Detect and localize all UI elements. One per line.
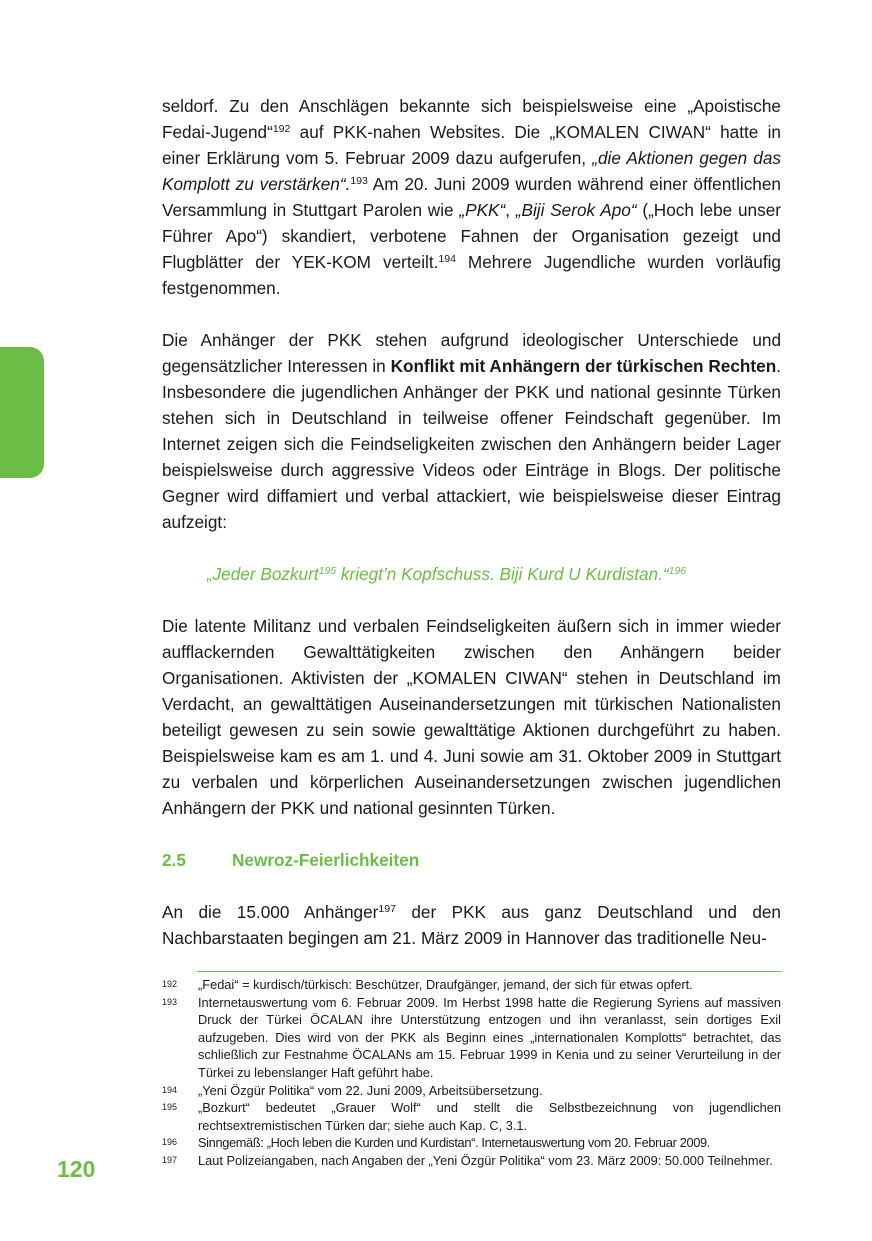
footnote-number: 193 bbox=[162, 996, 178, 1007]
text: auf PKK-nahen Websites. Die „KOMALEN CIWAN“ hatte in einer Erklärung vom 5. Februar 2009 dazu aufgerufen, bbox=[162, 122, 781, 168]
section-number: 2.5 bbox=[162, 850, 186, 870]
paragraph-2 bbox=[162, 327, 781, 535]
text: , bbox=[505, 200, 516, 220]
quoted-text: „PKK“ bbox=[459, 200, 506, 220]
footnotes bbox=[162, 976, 781, 1170]
footnote-195 bbox=[162, 1099, 781, 1134]
text: Mehrere Jugendliche wurden vorläufig festgenommen. bbox=[162, 252, 781, 298]
footnote-text: Sinngemäß: „Hoch leben die Kurden und Kurdistan“. Internetauswertung vom 20. Februar 2009. bbox=[198, 1135, 710, 1151]
text: An die 15.000 Anhänger bbox=[162, 902, 379, 922]
footnote-192 bbox=[162, 976, 781, 994]
text: Die Anhänger der PKK stehen aufgrund ideologischer Unterschiede und gegensätzlicher Interessen in bbox=[162, 330, 781, 376]
paragraph-3: Die latente Militanz und verbalen Feindseligkeiten äußern sich in immer wieder aufflackernden Gewalttätigkeiten zwischen den Anhängern beider Organisationen. Aktivisten der „KOMALEN CIWAN“ stehen in Deutschland im Verdacht, an gewalttätigen Auseinandersetzungen mit türkischen Nationalisten beteiligt gewesen zu sein sowie gewalttätige Aktionen durchgeführt zu haben. Beispielsweise kam es am 1. und 4. Juni sowie am 31. Oktober 2009 in Stuttgart zu verbalen und körperlichen Auseinandersetzungen zwischen jugendlichen Anhängern der PKK und national gesinnten Türken. bbox=[162, 616, 781, 818]
footnote-ref[interactable]: 194 bbox=[438, 253, 456, 265]
footnote-number: 197 bbox=[162, 1154, 178, 1165]
text: seldorf. Zu den Anschlägen bekannte sich beispielsweise eine „Apoistische Fedai-Jugend“ bbox=[162, 96, 781, 142]
section-heading bbox=[162, 847, 781, 873]
footnote-197 bbox=[162, 1152, 781, 1170]
quote-text: kriegt’n Kopfschuss. Biji Kurd U Kurdistan.“ bbox=[336, 564, 669, 584]
bold-text: Konflikt mit Anhängern der türkischen Rechten bbox=[390, 356, 777, 376]
footnote-divider bbox=[197, 971, 781, 972]
footnote-text: Laut Polizeiangaben, nach Angaben der „Yeni Özgür Politika“ vom 23. März 2009: 50.000 Teilnehmer. bbox=[198, 1152, 773, 1168]
footnote-ref[interactable]: 195 bbox=[318, 565, 337, 577]
footnote-ref[interactable]: 197 bbox=[378, 903, 396, 915]
footnote-number: 194 bbox=[162, 1084, 178, 1095]
quoted-text: „Biji Serok Apo“ bbox=[515, 200, 637, 220]
quote-text: „Jeder Bozkurt bbox=[206, 564, 319, 584]
footnote-ref[interactable]: 196 bbox=[668, 565, 687, 577]
footnote-196 bbox=[162, 1134, 781, 1152]
footnote-text: „Fedai“ = kurdisch/türkisch: Beschützer, Draufgänger, jemand, der sich für etwas opfert. bbox=[198, 977, 693, 992]
footnote-text: „Yeni Özgür Politika“ vom 22. Juni 2009, Arbeitsübersetzung. bbox=[198, 1082, 543, 1098]
footnote-number: 196 bbox=[162, 1137, 178, 1148]
paragraph-1 bbox=[162, 93, 781, 301]
paragraph-4 bbox=[162, 899, 781, 951]
text: Am 20. Juni 2009 wurden während einer öffentlichen Versammlung in Stuttgart Parolen wie bbox=[162, 174, 781, 220]
page-number: 120 bbox=[57, 1156, 96, 1182]
chapter-tab-marker bbox=[0, 347, 44, 478]
section-title: Newroz-Feierlichkeiten bbox=[232, 850, 420, 870]
block-quote bbox=[162, 561, 781, 587]
text: („Hoch lebe unser Führer Apo“) skandiert, verbotene Fahnen der Organisation gezeigt und Flugblätter der YEK-KOM verteilt. bbox=[162, 200, 781, 272]
footnote-193 bbox=[162, 994, 781, 1082]
footnote-text: Internetauswertung vom 6. Februar 2009. Im Herbst 1998 hatte die Regierung Syriens auf massiven Druck der Türkei ÖCALAN ihre Unterstützung entzogen und ihn veranlasst, sein dortiges Exil aufzugeben. Dies wird von der PKK als Beginn eines „internationalen Komplotts“ betrachtet, das schließlich zur Festnahme ÖCALANs am 15. Februar 1999 in Kenia und zu seiner Verurteilung in der Türkei zu lebenslanger Haft geführt habe. bbox=[198, 994, 781, 1080]
footnote-number: 195 bbox=[162, 1102, 178, 1113]
footnote-ref[interactable]: 192 bbox=[272, 123, 291, 135]
text: . Insbesondere die jugendlichen Anhänger der PKK und national gesinnte Türken stehen sich in Deutschland in teilweise offener Feindschaft gegenüber. Im Internet zeigen sich die Feindseligkeiten zwischen den Anhängern beider Lager beispielsweise durch aggressive Videos oder Einträge in Blogs. Der politische Gegner wird diffamiert und verbal attackiert, wie beispielsweise dieser Eintrag aufzeigt: bbox=[162, 356, 781, 532]
quoted-text: „die Aktionen gegen das Komplott zu verstärken“. bbox=[162, 148, 781, 194]
main-content bbox=[162, 93, 781, 951]
footnote-number: 192 bbox=[162, 979, 178, 989]
footnote-ref[interactable]: 193 bbox=[350, 175, 368, 187]
footnote-text: „Bozkurt“ bedeutet „Grauer Wolf“ und stellt die Selbstbezeichnung von jugendlichen rechtsextremistischen Türken dar; siehe auch Kap. C, 3.1. bbox=[198, 1100, 781, 1133]
footnote-194 bbox=[162, 1082, 781, 1100]
text: der PKK aus ganz Deutschland und den Nachbarstaaten begingen am 21. März 2009 in Hannover das traditionelle Neu- bbox=[162, 902, 781, 948]
